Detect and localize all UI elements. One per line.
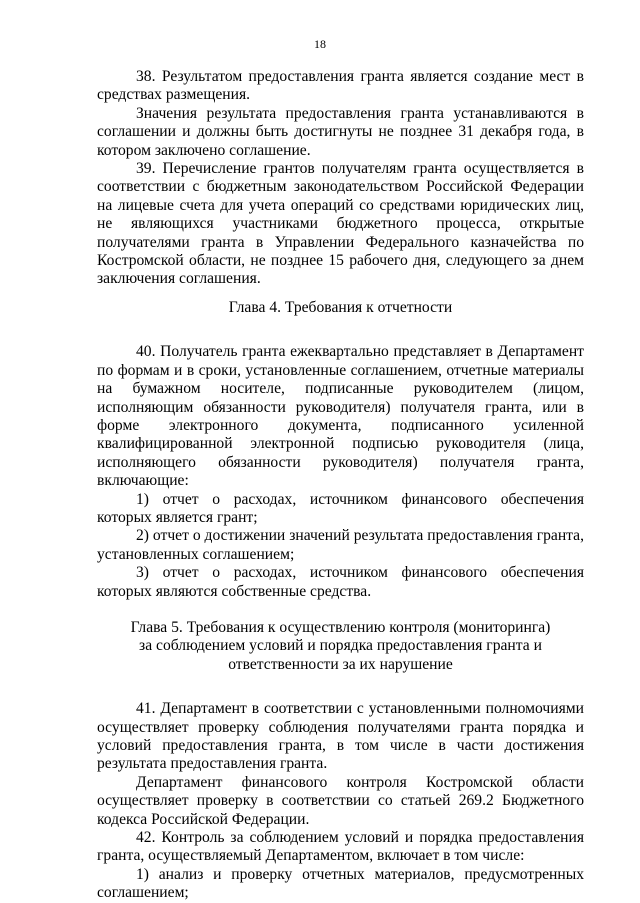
paragraph-40-item-2: 2) отчет о достижении значений результата предоставления гранта, установленных соглашением;: [97, 527, 584, 563]
paragraph-39: 39. Перечисление грантов получателям гранта осуществляется в соответствии с бюджетным законодательством Российской Федерации на лицевые счета для учета операций со средствами юридических лиц, не являющихся участниками бюджетного процесса, открытые получателями гранта в Управлении Федерального казначейства по Костромской области, не позднее 15 рабочего дня, следующего за днем заключения соглашения.: [97, 160, 584, 288]
chapter-5-heading-line-2: за соблюдением условий и порядка предоставления гранта и: [139, 637, 542, 655]
paragraph-40-item-3: 3) отчет о расходах, источником финансового обеспечения которых являются собственные средства.: [97, 564, 584, 600]
chapter-4-heading: Глава 4. Требования к отчетности: [228, 298, 453, 316]
paragraph-38: 38. Результатом предоставления гранта является создание мест в средствах размещения.: [97, 68, 584, 104]
paragraph-41-financial-control: Департамент финансового контроля Костромской области осуществляет проверку в соответствии со статьей 269.2 Бюджетного кодекса Российской Федерации.: [97, 773, 584, 828]
chapter-5-heading: [97, 619, 584, 674]
chapter-5-heading-line-1: Глава 5. Требования к осуществлению контроля (мониторинга): [130, 618, 551, 636]
page-number: 18: [314, 37, 326, 51]
paragraph-41: 41. Департамент в соответствии с установленными полномочиями осуществляет проверку соблюдения получателями гранта порядка и условий предоставления гранта, в том числе в части достижения результата предоставления гранта.: [97, 700, 584, 773]
paragraph-40-item-1: 1) отчет о расходах, источником финансового обеспечения которых является грант;: [97, 490, 584, 526]
document-body: [97, 68, 584, 903]
paragraph-42: 42. Контроль за соблюдением условий и порядка предоставления гранта, осуществляемый Департаментом, включает в том числе:: [97, 829, 584, 865]
chapter-5-heading-line-3: ответственности за их нарушение: [228, 655, 453, 673]
paragraph-42-item-1: 1) анализ и проверку отчетных материалов, предусмотренных соглашением;: [97, 865, 584, 902]
paragraph-38-result-values: Значения результата предоставления гранта устанавливаются в соглашении и должны быть достигнуты не позднее 31 декабря года, в котором заключено соглашение.: [97, 104, 584, 159]
paragraph-40: 40. Получатель гранта ежеквартально представляет в Департамент по формам и в сроки, установленные соглашением, отчетные материалы на бумажном носителе, подписанные руководителем (лицом, исполняющим обязанности руководителя) получателя гранта, или в форме электронного документа, подписанного усиленной квалифицированной электронной подписью руководителя (лица, исполняющего обязанности руководителя) получателя гранта, включающие:: [97, 343, 584, 490]
